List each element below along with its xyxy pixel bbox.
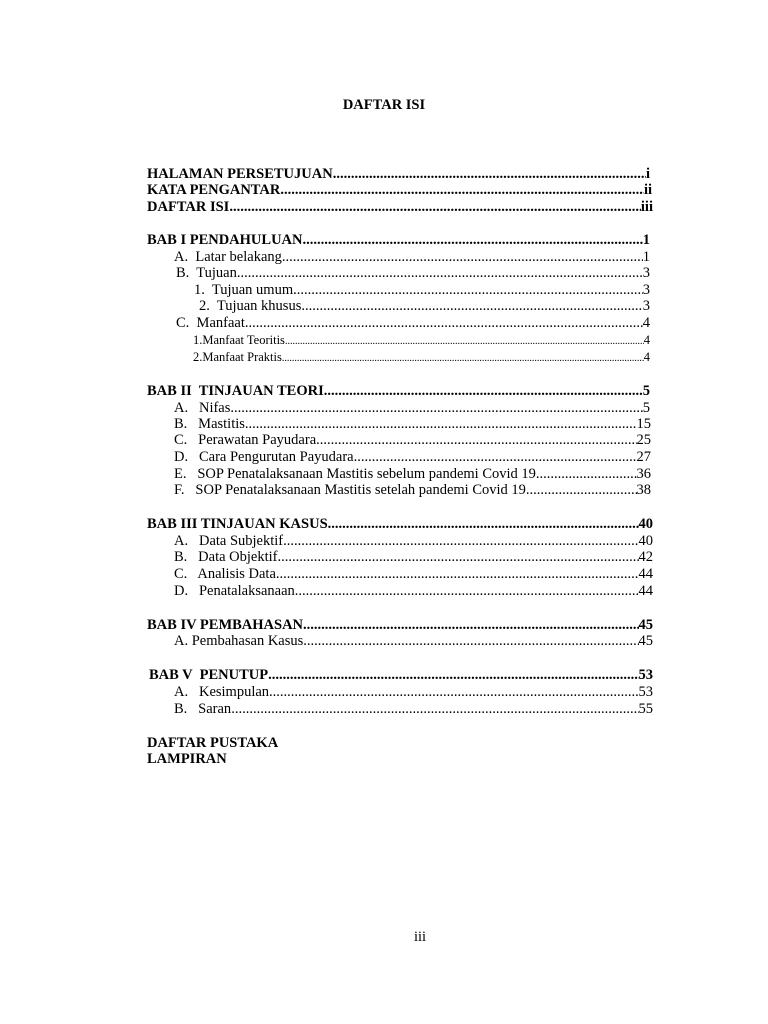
toc-entry: [199, 298, 650, 315]
toc-entry: [194, 282, 650, 299]
toc-entry-page: 45: [638, 617, 653, 633]
toc-leader: [324, 383, 643, 400]
toc-entry-page: 3: [642, 265, 650, 281]
toc-leader: [354, 449, 637, 466]
toc-leader: [229, 199, 641, 216]
toc-entry-label: C. Perawatan Payudara: [174, 432, 317, 448]
toc-leader: [303, 232, 643, 249]
toc-entry-label: HALAMAN PERSETUJUAN: [147, 166, 333, 182]
toc-entry-page: 3: [642, 298, 650, 314]
toc-leader: [276, 566, 639, 583]
toc-leader: [245, 416, 637, 433]
toc-entry-label: B. Tujuan: [176, 265, 237, 281]
toc-leader: [268, 667, 638, 684]
toc-entry-page: 40: [638, 533, 653, 549]
toc-leader: [526, 482, 637, 499]
toc-entry-label: A. Nifas: [174, 400, 231, 416]
toc-leader: [283, 533, 638, 550]
toc-chapter: [147, 232, 650, 249]
toc-entry-page: 38: [636, 482, 651, 498]
toc-entry-label: BAB II TINJAUAN TEORI: [147, 383, 324, 399]
toc-leader: [301, 298, 642, 315]
toc-leader: [282, 350, 644, 366]
toc-entry: [174, 684, 653, 701]
toc-entry-label: E. SOP Penatalaksanaan Mastitis sebelum pandemi Covid 19: [174, 466, 536, 482]
toc-entry: [147, 182, 652, 199]
toc-entry-label: 1.Manfaat Teoritis: [193, 333, 285, 347]
toc-entry-page: 36: [636, 466, 651, 482]
toc-entry-label: DAFTAR ISI: [147, 199, 230, 215]
toc-entry-page: 27: [636, 449, 651, 465]
toc-entry-page: 5: [642, 400, 650, 416]
toc-entry-label: A. Kesimpulan: [174, 684, 270, 700]
toc-entry-label: D. Cara Pengurutan Payudara: [174, 449, 354, 465]
toc-entry: [174, 466, 651, 483]
toc-entry: [147, 166, 650, 183]
toc-leader: [293, 282, 643, 299]
toc-entry-label: KATA PENGANTAR: [147, 182, 281, 198]
toc-entry: [176, 315, 650, 332]
toc-leader: [278, 549, 639, 566]
toc-daftar-pustaka: DAFTAR PUSTAKA: [147, 735, 279, 751]
toc-entry-page: 44: [638, 566, 653, 582]
toc-lampiran: LAMPIRAN: [147, 751, 227, 767]
toc-entry: [193, 332, 650, 349]
toc-entry: [174, 249, 650, 266]
page-title: DAFTAR ISI: [342, 97, 426, 113]
toc-entry: [174, 633, 653, 650]
toc-leader: [285, 333, 644, 349]
toc-leader: [316, 432, 636, 449]
toc-entry: [176, 265, 650, 282]
toc-entry-label: BAB III TINJAUAN KASUS: [147, 516, 328, 532]
toc-leader: [295, 583, 639, 600]
toc-leader: [333, 166, 646, 183]
toc-entry-label: C. Manfaat: [176, 315, 245, 331]
toc-entry-page: 4: [642, 315, 650, 331]
toc-entry-page: 4: [643, 350, 650, 364]
toc-entry-label: 2. Tujuan khusus: [199, 298, 302, 314]
toc-entry-label: A. Pembahasan Kasus: [174, 633, 304, 649]
page-number: iii: [413, 929, 427, 945]
toc-entry: [174, 482, 651, 499]
toc-entry-page: 1: [642, 232, 650, 248]
toc-entry: [174, 701, 653, 718]
toc-chapter: [147, 516, 653, 533]
toc-leader: [245, 315, 643, 332]
toc-leader: [280, 182, 644, 199]
toc-entry-label: B. Data Objektif: [174, 549, 278, 565]
toc-entry-page: ii: [643, 182, 652, 198]
toc-chapter: [147, 383, 650, 400]
toc-entry-label: B. Saran: [174, 701, 232, 717]
toc-entry: [174, 566, 653, 583]
toc-entry-page: 15: [636, 416, 651, 432]
toc-entry: [174, 432, 651, 449]
toc-entry-page: 45: [638, 633, 653, 649]
toc-entry-page: 3: [642, 282, 650, 298]
toc-leader: [303, 633, 638, 650]
toc-entry: [174, 416, 651, 433]
toc-entry-label: BAB I PENDAHULUAN: [147, 232, 303, 248]
toc-entry-page: 1: [642, 249, 650, 265]
toc-entry-page: 4: [643, 333, 650, 347]
toc-leader: [269, 684, 638, 701]
toc-entry-label: F. SOP Penatalaksanaan Mastitis setelah pandemi Covid 19: [174, 482, 526, 498]
toc-entry: [174, 533, 653, 550]
toc-entry-label: C. Analisis Data: [174, 566, 276, 582]
toc-leader: [282, 249, 643, 266]
toc-chapter: [149, 667, 653, 684]
toc-leader: [536, 466, 637, 483]
toc-entry-label: BAB IV PEMBAHASAN: [147, 617, 304, 633]
toc-entry-label: BAB V PENUTUP: [149, 667, 269, 683]
toc-entry-label: A. Latar belakang: [174, 249, 282, 265]
toc-entry-page: 5: [642, 383, 650, 399]
toc-entry: [174, 549, 653, 566]
toc-entry-page: 40: [638, 516, 653, 532]
toc-entry-page: 25: [636, 432, 651, 448]
toc-entry-label: A. Data Subjektif: [174, 533, 284, 549]
toc-leader: [328, 516, 639, 533]
toc-entry-label: B. Mastitis: [174, 416, 245, 432]
toc-leader: [231, 701, 638, 718]
toc-entry: [174, 449, 651, 466]
toc-entry-page: 53: [638, 684, 653, 700]
toc-entry-label: 2.Manfaat Praktis: [193, 350, 282, 364]
toc-entry-page: i: [645, 166, 650, 182]
toc-entry-label: 1. Tujuan umum: [194, 282, 294, 298]
toc-entry: [174, 583, 653, 600]
toc-leader: [230, 400, 642, 417]
toc-entry-page: 53: [638, 667, 653, 683]
toc-leader: [303, 617, 638, 634]
toc-entry-page: iii: [640, 199, 653, 215]
toc-leader: [237, 265, 643, 282]
toc-entry-page: 55: [638, 701, 653, 717]
toc-entry-label: D. Penatalaksanaan: [174, 583, 295, 599]
toc-entry: [147, 199, 653, 216]
toc-entry: [174, 400, 650, 417]
toc-entry-page: 44: [638, 583, 653, 599]
toc-chapter: [147, 617, 653, 634]
toc-entry-page: 42: [638, 549, 653, 565]
toc-entry: [193, 349, 650, 366]
